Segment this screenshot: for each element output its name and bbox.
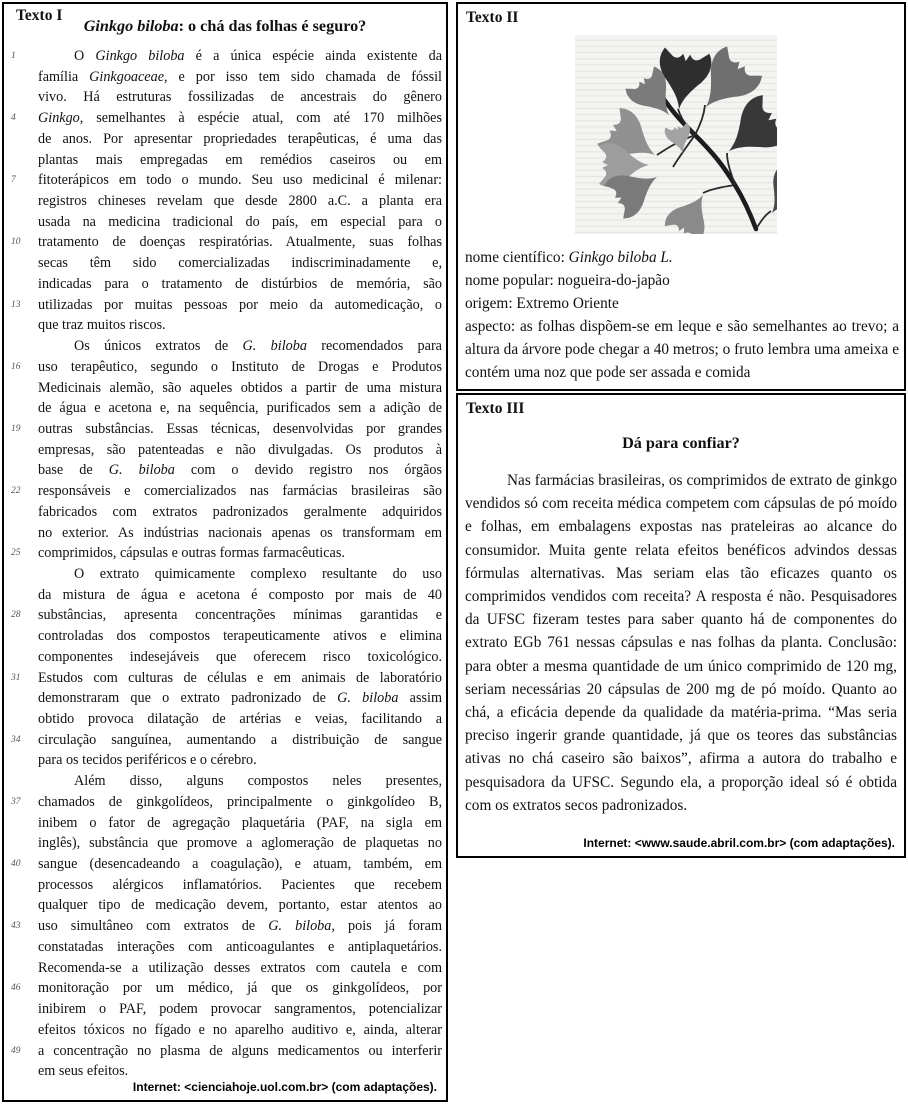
line-number: 19 [11, 423, 21, 434]
texto2-label: Texto II [466, 9, 519, 26]
line-text: demonstraram que o extrato padronizado de G. biloba assim [38, 690, 442, 707]
texto1-line [8, 895, 442, 916]
line-text: monitoração por um médico, já que os ginkgolídeos, por [38, 980, 442, 997]
ginkgo-branch-photo [575, 35, 777, 234]
texto1-line [8, 46, 442, 67]
texto1-line [8, 398, 442, 419]
line-text: vivo. Há estruturas fossilizadas de ancestrais do gênero [38, 89, 442, 106]
texto1-line [8, 854, 442, 875]
line-number: 49 [11, 1045, 21, 1056]
line-text: responsáveis e comercializados nas farmácias brasileiras são [38, 483, 442, 500]
line-text: fitoterápicos em todo o mundo. Seu uso medicinal é milenar: [38, 172, 442, 189]
line-number: 34 [11, 734, 21, 745]
texto1-line [8, 875, 442, 896]
line-text: em seus efeitos. [38, 1063, 129, 1080]
line-text: para os tecidos periféricos e o cérebro. [38, 752, 257, 769]
info-origem: origem: Extremo Oriente [465, 295, 619, 312]
line-text: utilizadas por muitas pessoas por meio da automedicação, o [38, 296, 442, 313]
texto1-line [8, 129, 442, 150]
line-text: qualquer tipo de medicação devem, portanto, estar atentos ao [38, 897, 442, 914]
line-text: O extrato quimicamente complexo resultante do uso [74, 565, 442, 582]
line-text: fabricados com extratos padronizados geralmente adquiridos [38, 503, 442, 520]
line-number: 13 [11, 299, 21, 310]
line-text: empresas, são patenteadas e não divulgadas. Os produtos à [38, 441, 442, 458]
line-text: obtido provoca dilatação de artérias e veias, facilitando a [38, 711, 442, 727]
texto1-line [8, 1020, 442, 1041]
texto1-line [8, 750, 442, 771]
line-text: processos alérgicos inflamatórios. Pacientes que recebem [38, 876, 442, 893]
line-text: de anos. Por apresentar propriedades terapêuticas, é uma das [38, 130, 442, 147]
line-number: 37 [11, 796, 21, 807]
texto1-line [8, 978, 442, 999]
line-text: inglês), substância que promove a aglomeração de plaquetas no [38, 835, 442, 852]
line-number: 1 [11, 51, 16, 61]
texto1-line [8, 543, 442, 564]
texto1-line [8, 916, 442, 937]
line-text: componentes indesejáveis que oferecem risco toxicológico. [38, 648, 442, 665]
line-number: 22 [11, 486, 21, 497]
texto1-line [8, 481, 442, 502]
line-text: outras substâncias. Essas técnicas, desenvolvidas por grandes [38, 420, 442, 437]
line-text: uso terapêutico, segundo o Instituto de Drogas e Produtos [38, 358, 442, 375]
line-number: 46 [11, 983, 21, 994]
texto1-line [8, 440, 442, 461]
texto1-line [8, 87, 442, 108]
line-text: Além disso, alguns compostos neles presentes, [74, 773, 442, 790]
texto1-line [8, 357, 442, 378]
texto1-line [8, 1041, 442, 1062]
line-text: circulação sanguínea, aumentando a distribuição de sangue [38, 731, 442, 748]
texto1-line [8, 668, 442, 689]
info-nome-popular: nome popular: nogueira-do-japão [465, 272, 670, 289]
texto1-line [8, 67, 442, 88]
texto1-line [8, 419, 442, 440]
texto1-line [8, 191, 442, 212]
texto1-line [8, 170, 442, 191]
texto1-line [8, 771, 442, 792]
texto3-box [456, 393, 906, 858]
texto1-line [8, 813, 442, 834]
line-text: base de G. biloba com o devido registro nos órgãos [38, 462, 442, 479]
line-text: que traz muitos riscos. [38, 317, 166, 334]
line-text: da mistura de água e acetona é composto por mais de 40 [38, 586, 442, 603]
line-text: chamados de ginkgolídeos, principalmente o ginkgolídeo B, [38, 793, 442, 810]
texto1-line [8, 232, 442, 253]
line-number: 7 [11, 175, 16, 186]
line-number: 43 [11, 921, 21, 932]
texto1-line [8, 108, 442, 129]
texto1-line [8, 958, 442, 979]
info-aspecto: aspecto: as folhas dispõem-se em leque e são semelhantes ao trevo; a altura da árvore pode chegar a 40 metros; o fruto lembra uma ameixa e contém uma noz que pode ser assada e comida [465, 318, 899, 381]
info-nome-cientifico: nome científico: Ginkgo biloba L. [465, 249, 673, 266]
line-text: usada na medicina tradicional do país, em especial para o [38, 213, 442, 230]
texto1-body [8, 46, 442, 1082]
line-text: Recomenda-se a utilização desses extratos com cautela e com [38, 959, 442, 976]
texto1-line [8, 647, 442, 668]
texto1-line [8, 502, 442, 523]
line-text: uso simultâneo com extratos de G. biloba, pois já foram [38, 918, 442, 935]
line-number: 28 [11, 610, 21, 621]
texto3-source: Internet: <www.saude.abril.com.br> (com adaptações). [583, 836, 895, 850]
texto2-box [456, 2, 906, 391]
line-text: tratamento de doenças respiratórias. Atualmente, suas folhas [38, 234, 442, 251]
line-text: efeitos tóxicos no fígado e no aparelho auditivo e, ainda, alterar [38, 1021, 442, 1038]
ginkgo-photo-svg [575, 35, 777, 234]
line-text: controladas dos compostos terapeuticamente ativos e elimina [38, 628, 442, 645]
texto1-line [8, 150, 442, 171]
line-number: 16 [11, 361, 21, 372]
line-text: Medicinais alemão, são aqueles obtidos a partir de uma mistura [38, 379, 442, 396]
texto1-line [8, 999, 442, 1020]
texto1-line [8, 730, 442, 751]
line-text: a concentração no plasma de alguns medicamentos ou interferir [38, 1042, 442, 1059]
line-text: família Ginkgoaceae, e por isso tem sido chamada de fóssil [38, 68, 442, 85]
texto3-label: Texto III [466, 400, 525, 417]
texto3-title: Dá para confiar? [622, 434, 740, 452]
texto1-line [8, 315, 442, 336]
line-text: Os únicos extratos de G. biloba recomendados para [74, 338, 442, 355]
texto1-line [8, 688, 442, 709]
texto1-line [8, 792, 442, 813]
line-text: constatadas interações com anticoagulantes e antiplaquetários. [38, 938, 442, 955]
texto1-source: Internet: <cienciahoje.uol.com.br> (com adaptações). [132, 1080, 437, 1094]
line-text: comprimidos, cápsulas e outras formas farmacêuticas. [38, 545, 345, 562]
line-text: de água e acetona e, na sequência, purificados sem a adição de [38, 400, 442, 417]
texto1-line [8, 212, 442, 233]
texto3-body: Nas farmácias brasileiras, os comprimidos de extrato de ginkgo vendidos só com receita médica competem com cápsulas de pó moído e folhas, em embalagens expostas nas prateleiras ao alcance do consumidor. Muita gente relata efeitos benéficos advindos dessas fórmulas alternativas. Mas seriam elas tão eficazes quanto os comprimidos vendidos com receita? A resposta é não. Pesquisadores da UFSC fizeram testes para saber quanto há de componentes do extrato EGb 761 nessas cápsulas e nas folhas da planta. Conclusão: para obter a mesma quantidade de um único comprimido de 120 mg, seriam necessárias 20 cápsulas de 200 mg de pó moído. Quanto ao chá, a eficácia depende da qualidade da matéria-prima. “Mas seria preciso ingerir grande quantidade, já que os teores das substâncias ativas no chá caseiro são baixos”, afirma a autora do trabalho e pesquisadora da UFSC. Segundo ela, a proporção ideal só é obtida com os extratos secos padronizados. [465, 472, 897, 814]
line-number: 25 [11, 548, 21, 559]
texto1-line [8, 460, 442, 481]
texto1-line [8, 1061, 442, 1082]
line-text: inibirem o PAF, podem provocar sangramentos, potencializar [38, 1001, 442, 1018]
line-text: inibem o fator de agregação plaquetária (PAF, na sigla em [38, 814, 442, 831]
line-text: Ginkgo, semelhantes à espécie atual, com até 170 milhões [38, 110, 442, 127]
line-text: indicadas para o tratamento de distúrbios de memória, são [38, 275, 442, 292]
line-text: Estudos com culturas de células e em animais de laboratório [38, 669, 442, 686]
line-number: 10 [11, 237, 21, 248]
texto1-line [8, 274, 442, 295]
texto1-line [8, 378, 442, 399]
texto1-line [8, 564, 442, 585]
texto1-line [8, 605, 442, 626]
texto1-line [8, 295, 442, 316]
line-text: O Ginkgo biloba é a única espécie ainda existente da [74, 48, 442, 64]
line-number: 40 [11, 859, 21, 870]
line-number: 31 [11, 672, 21, 683]
texto1-line [8, 336, 442, 357]
line-text: substâncias, apresenta concentrações mínimas garantidas e [38, 607, 442, 624]
texto1-line [8, 585, 442, 606]
line-number: 4 [11, 113, 16, 124]
texto1-box [2, 2, 448, 1102]
line-text: sangue (desencadeando a coagulação), e atuam, também, em [38, 856, 442, 873]
texto1-line [8, 709, 442, 730]
line-text: secas têm sido comercializadas indiscriminadamente e, [38, 255, 442, 272]
texto1-line [8, 937, 442, 958]
texto1-line [8, 523, 442, 544]
line-text: no exterior. As indústrias nacionais apenas os transformam em [38, 524, 442, 541]
texto1-label: Texto I [16, 7, 63, 24]
line-text: plantas mais empregadas em remédios caseiros ou em [38, 151, 442, 168]
texto2-info [465, 246, 899, 384]
texto1-title: Ginkgo biloba: o chá das folhas é seguro? [83, 17, 367, 35]
texto1-line [8, 253, 442, 274]
texto1-line [8, 833, 442, 854]
texto1-line [8, 626, 442, 647]
line-text: registros chineses revelam que desde 2800 a.C. a planta era [38, 193, 442, 210]
